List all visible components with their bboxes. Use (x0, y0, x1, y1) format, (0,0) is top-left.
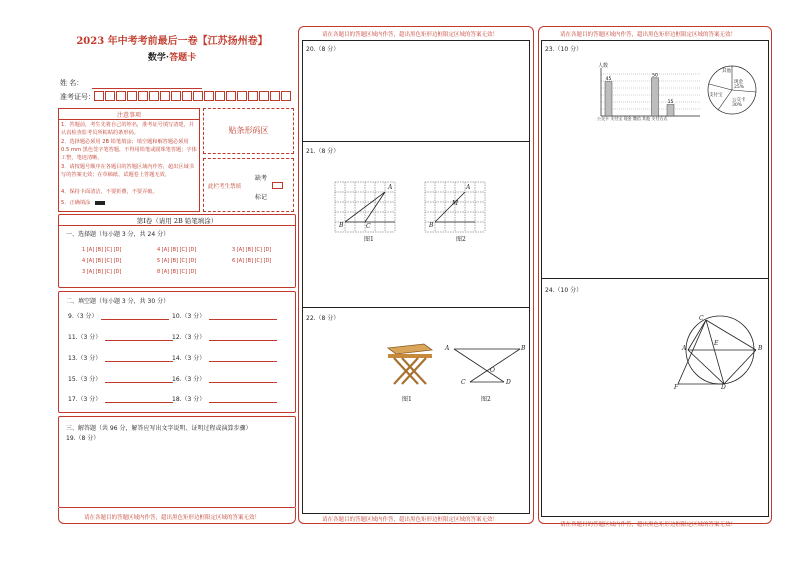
bar-xtick-6: 支付方式 (651, 116, 668, 121)
fill-item-17-label: 17.（3 分） (68, 396, 102, 403)
notes-title: 注意事项 (116, 112, 141, 119)
section1-title: 一、选择题（每小题 3 分，共 24 分） (66, 231, 170, 238)
col2-answer-box[interactable] (302, 40, 530, 514)
fig24-label-f: F (674, 384, 679, 391)
q19-label: 19.（8 分） (66, 435, 100, 442)
subtitle-suffix: 答题卡 (169, 53, 197, 63)
col2-warning-top: 请在各题目的答题区域内作答，超出黑色矩形边框限定区域的答案无效！ (322, 32, 499, 38)
q21-label: 21.（8 分） (306, 148, 340, 155)
fill-item-14-label: 14.（3 分） (172, 355, 206, 362)
choice-row-2-col-1[interactable]: 4 [A] [B] [C] [D] (82, 258, 122, 264)
fill-item-9-label: 9.（3 分） (68, 313, 98, 320)
fill-item-15-label: 15.（3 分） (68, 376, 102, 383)
fig24-label-b: B (758, 345, 763, 352)
fill-item-13[interactable] (68, 353, 173, 362)
pie-label-bus: 公交卡 30% (732, 98, 746, 108)
bar-chart-xaxis (597, 116, 709, 124)
fill-item-10-label: 10.（3 分） (172, 313, 206, 320)
fill-item-18-label: 18.（3 分） (172, 396, 206, 403)
notes-item-2: 2．选择题必须用 2B 铅笔填涂；填空题和解答题必须用 0.5 mm 黑色签字笔答题，不得用铅笔或圆珠笔答题；字体工整，笔迹清晰。 (61, 139, 197, 161)
fig24-label-a: A (682, 345, 687, 352)
bar-value-label-4: 50 (652, 73, 658, 79)
fig21a-label-a: A (388, 184, 393, 191)
q20-divider (302, 141, 530, 142)
choice-row-1-col-1[interactable]: 1 [A] [B] [C] [D] (82, 247, 122, 253)
choice-row-1-col-2[interactable]: 4 [A] [B] [C] [D] (157, 247, 197, 253)
fig24-label-d: D (721, 384, 726, 391)
choice-row-1-col-3[interactable]: 3 [A] [B] [C] [D] (232, 247, 272, 253)
bar-chart-ylabel: 人数 (598, 63, 609, 69)
name-line (92, 88, 202, 89)
fig21a-label-c: C (366, 223, 371, 230)
pie-label-other: 其他 (722, 69, 731, 74)
choice-row-3-col-1[interactable]: 3 [A] [B] [C] [D] (82, 269, 122, 275)
q22-label: 22.（8 分） (306, 315, 340, 322)
bar-xtick-4: 微信 (632, 116, 641, 121)
fill-item-18[interactable] (172, 394, 277, 403)
fill-item-12[interactable] (172, 332, 277, 341)
fig22-caption-1: 图1 (402, 396, 412, 403)
fig21b-label-a: A (466, 184, 471, 191)
absent-desc: 此栏考生禁填 (208, 184, 242, 190)
bar-value-label-5: 15 (667, 100, 674, 106)
fill-item-12-label: 12.（3 分） (172, 334, 206, 341)
fig22-label-c: C (461, 379, 466, 386)
q20-label: 20.（8 分） (306, 46, 340, 53)
bar-4 (652, 78, 659, 116)
col3-warning-bottom: 请在各题目的答题区域内作答，超出黑色矩形边框限定区域的答案无效！ (560, 522, 737, 528)
page-title: 2023 年中考考前最后一卷【江苏扬州卷】 (76, 36, 268, 47)
section3-title: 三、解答题（共 96 分，解答应写出文字说明、证明过程或演算步骤） (66, 425, 252, 432)
fill-item-14[interactable] (172, 353, 277, 362)
fig24-label-c: C (699, 315, 704, 322)
section1-header: 第Ⅰ卷（请用 2B 铅笔填涂） (136, 217, 218, 225)
bar-value-label-1: 45 (605, 77, 612, 83)
notes-item-1: 1．答题前，考生先将自己的姓名，准考证号填写清楚，并认真检查监考员所粘贴的条形码。 (61, 122, 194, 136)
fig21a-label-b: B (339, 222, 344, 229)
absent-label: 缺考 (255, 175, 268, 182)
choice-row-2-col-3[interactable]: 6 [A] [B] [C] [D] (232, 258, 272, 264)
bar-1 (605, 82, 612, 116)
q22-diagram (448, 344, 528, 388)
fig22-label-b: B (521, 345, 526, 352)
q22-table-illustration (384, 340, 434, 386)
q23-pie-chart (706, 64, 758, 116)
choice-row-3-col-2[interactable]: 8 [A] [B] [C] [D] (157, 269, 197, 275)
fig24-label-e: E (714, 340, 719, 347)
notes-item-3: 3．请按题号顺序在各题目的答题区域内作答，超出区域书写的答案无效；在草稿纸、试题卷上答题无效。 (61, 164, 194, 178)
fig21b-label-b: B (429, 222, 434, 229)
bar-xtick-5: 其他 (642, 116, 651, 121)
fill-item-15[interactable] (68, 374, 173, 383)
bar-xtick-2: 支付宝 (610, 116, 623, 121)
section2-title: 二、填空题（每小题 3 分，共 30 分） (66, 298, 170, 305)
choice-row-2-col-2[interactable]: 5 [A] [B] [C] [D] (157, 258, 197, 264)
q23-divider (541, 278, 769, 279)
filled-sample-mark (95, 201, 105, 205)
pie-label-alipay: 支付宝 (709, 93, 723, 98)
q23-label: 23.（10 分） (545, 46, 583, 53)
notes-item-5-text: 5．正确填涂 (61, 200, 91, 206)
col2-warning-bottom: 请在各题目的答题区域内作答，超出黑色矩形边框限定区域的答案无效！ (322, 517, 499, 523)
fig22-caption-2: 图2 (481, 396, 491, 403)
col3-warning-top: 请在各题目的答题区域内作答，超出黑色矩形边框限定区域的答案无效！ (560, 32, 737, 38)
fill-item-16-label: 16.（3 分） (172, 376, 206, 383)
fill-item-9[interactable] (68, 311, 169, 320)
fill-item-11[interactable] (68, 332, 173, 341)
fig22-label-a: A (445, 345, 450, 352)
fig21b-label-m: M (452, 200, 459, 207)
notes-divider (58, 119, 200, 120)
notes-item-5 (61, 199, 198, 207)
name-label: 姓 名： (60, 79, 84, 87)
bar-xtick-3: 现金 (623, 116, 632, 121)
q24-label: 24.（10 分） (545, 287, 583, 294)
fig21-caption-1: 图1 (364, 236, 374, 243)
bar-5 (667, 105, 674, 116)
fig22-label-o: O (490, 367, 495, 374)
q21-divider (302, 307, 530, 308)
mark-label: 标记 (255, 194, 268, 201)
fill-item-11-label: 11.（3 分） (68, 334, 102, 341)
fill-item-13-label: 13.（3 分） (68, 355, 102, 362)
pie-label-cash: 现金 25% (734, 80, 745, 90)
notes-item-4: 4．保持卡面清洁，不要折叠，不要弄破。 (61, 189, 158, 195)
fig21-caption-2: 图2 (456, 236, 466, 243)
barcode-label: 贴条形码区 (228, 126, 269, 135)
id-boxes[interactable] (94, 91, 294, 102)
col1-warning: 请在各题目的答题区域内作答，超出黑色矩形边框限定区域的答案无效！ (84, 515, 261, 521)
fill-item-17[interactable] (68, 394, 173, 403)
q24-circle-figure (672, 312, 768, 392)
subtitle-prefix: 数学· (147, 53, 170, 63)
page-subtitle (58, 50, 286, 63)
bar-xtick-1: 公交卡 (597, 116, 609, 121)
fig22-label-d: D (506, 379, 511, 386)
section1-divider (58, 225, 296, 226)
fill-item-10[interactable] (172, 311, 277, 320)
id-label: 准考证号： (60, 93, 95, 101)
fill-item-16[interactable] (172, 374, 277, 383)
absent-checkbox[interactable] (272, 182, 283, 189)
